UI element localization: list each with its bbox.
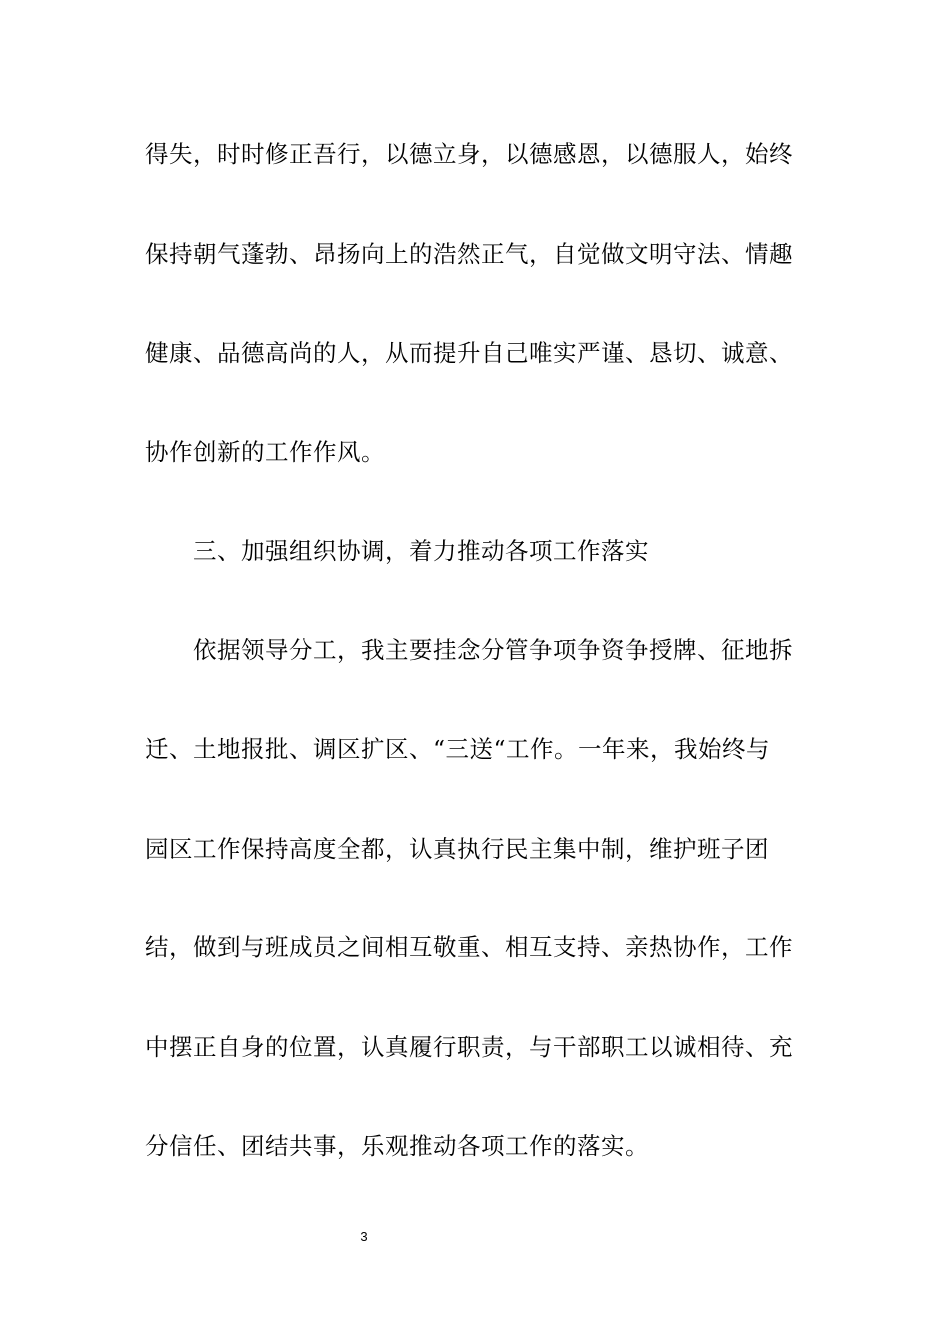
paragraph-2-line-5: 中摆正自身的位置，认真履行职责，与干部职工以诚相待、充 (145, 1033, 793, 1061)
paragraph-2-line-3: 园区工作保持高度全都，认真执行民主集中制，维护班子团 (145, 835, 769, 863)
paragraph-2-line-4: 结，做到与班成员之间相互敬重、相互支持、亲热协作，工作 (145, 933, 793, 961)
section-heading-3: 三、加强组织协调，着力推动各项工作落实 (193, 537, 649, 565)
page-number: 3 (360, 1229, 368, 1244)
paragraph-1-line-1: 得失，时时修正吾行，以德立身，以德感恩，以德服人，始终 (145, 140, 793, 168)
paragraph-1-line-2: 保持朝气蓬勃、昂扬向上的浩然正气，自觉做文明守法、情趣 (145, 240, 793, 268)
paragraph-1-line-4: 协作创新的工作作风。 (145, 438, 385, 466)
paragraph-2-line-1: 依据领导分工，我主要挂念分管争项争资争授牌、征地拆 (193, 636, 793, 664)
paragraph-2-line-6: 分信任、团结共事，乐观推动各项工作的落实。 (145, 1132, 649, 1160)
paragraph-1-line-3: 健康、品德高尚的人，从而提升自己唯实严谨、恳切、诚意、 (145, 339, 793, 367)
paragraph-2-line-2: 迁、土地报批、调区扩区、“三送“工作。一年来，我始终与 (145, 735, 771, 763)
